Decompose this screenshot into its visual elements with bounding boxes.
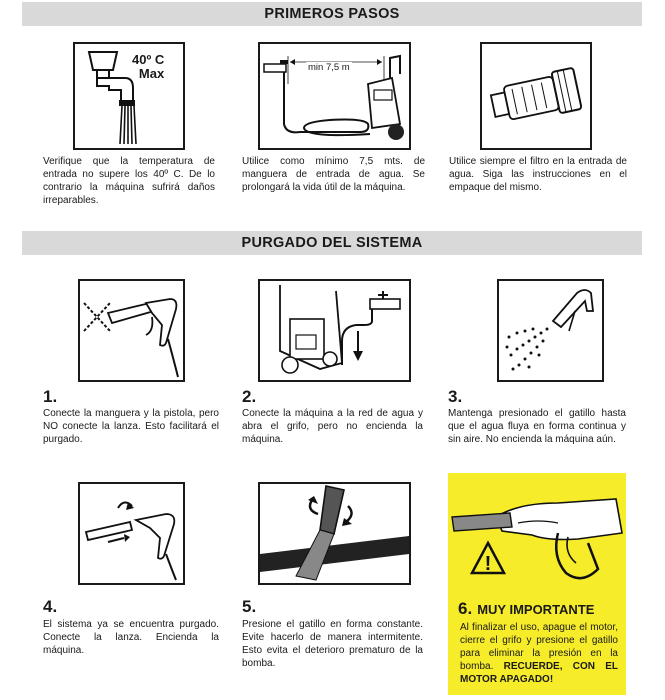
step-5-number: 5. xyxy=(242,597,257,616)
important-body: Al finalizar el uso, apague el motor, cierre el grifo y presione el gatillo para eliminar la presión en la bomba. xyxy=(460,622,618,672)
first-step-text-1: Verifique que la temperatura de entrada no supere los 40º C. De lo contrario la máquina sufrirá daños irreparables. xyxy=(43,156,215,206)
step-4-illustration xyxy=(78,482,185,585)
first-step-text-2: Utilice como mínimo 7,5 mts. de manguera de entrada de agua. Se prolongará la vida útil de la máquina. xyxy=(242,156,425,193)
step-3-text: Mantenga presionado el gatillo hasta que el agua fluya en forma continua y sin aire. No encienda la máquina aún. xyxy=(448,408,626,445)
step-1-text: Conecte la manguera y la pistola, pero NO conecte la lanza. Esto facilitará el purgado. xyxy=(43,408,219,445)
first-step-text-3: Utilice siempre el filtro en la entrada de agua. Siga las instrucciones en el empaque del mismo. xyxy=(449,156,627,193)
step-2-text: Conecte la máquina a la red de agua y abra el grifo, pero no encienda la máquina. xyxy=(242,408,423,445)
step-4-text: El sistema ya se encuentra purgado. Conecte la lanza. Encienda la máquina. xyxy=(43,619,219,656)
section-header-purge: PURGADO DEL SISTEMA xyxy=(22,231,642,255)
section-header-first-steps: PRIMEROS PASOS xyxy=(22,2,642,26)
important-warning-panel xyxy=(448,473,626,695)
important-emphasis: RECUERDE, CON EL MOTOR APAGADO! xyxy=(460,661,618,685)
important-text xyxy=(460,621,618,686)
step-1-number: 1. xyxy=(43,387,58,406)
water-filter-illustration xyxy=(480,42,592,150)
important-title xyxy=(458,599,594,619)
trigger-release-illustration xyxy=(448,473,626,597)
step-2-illustration xyxy=(258,279,411,382)
step-5-text: Presione el gatillo en forma constante. Evite hacerlo de manera intermitente. Esto evita el deterioro prematuro de la bomba. xyxy=(242,619,423,669)
step-1-illustration xyxy=(78,279,185,382)
important-title-text: MUY IMPORTANTE xyxy=(477,602,595,617)
step-2-number: 2. xyxy=(242,387,257,406)
step-3-illustration xyxy=(497,279,604,382)
temperature-max-label: 40º C Max xyxy=(132,52,165,81)
hose-length-label: min 7,5 m xyxy=(308,62,350,73)
step-4-number: 4. xyxy=(43,597,58,616)
step-5-illustration xyxy=(258,482,411,585)
step-3-number: 3. xyxy=(448,387,463,406)
temperature-illustration xyxy=(73,42,185,150)
important-number: 6. xyxy=(458,599,473,618)
svg-text:!: ! xyxy=(484,553,492,575)
hose-length-illustration xyxy=(258,42,411,150)
